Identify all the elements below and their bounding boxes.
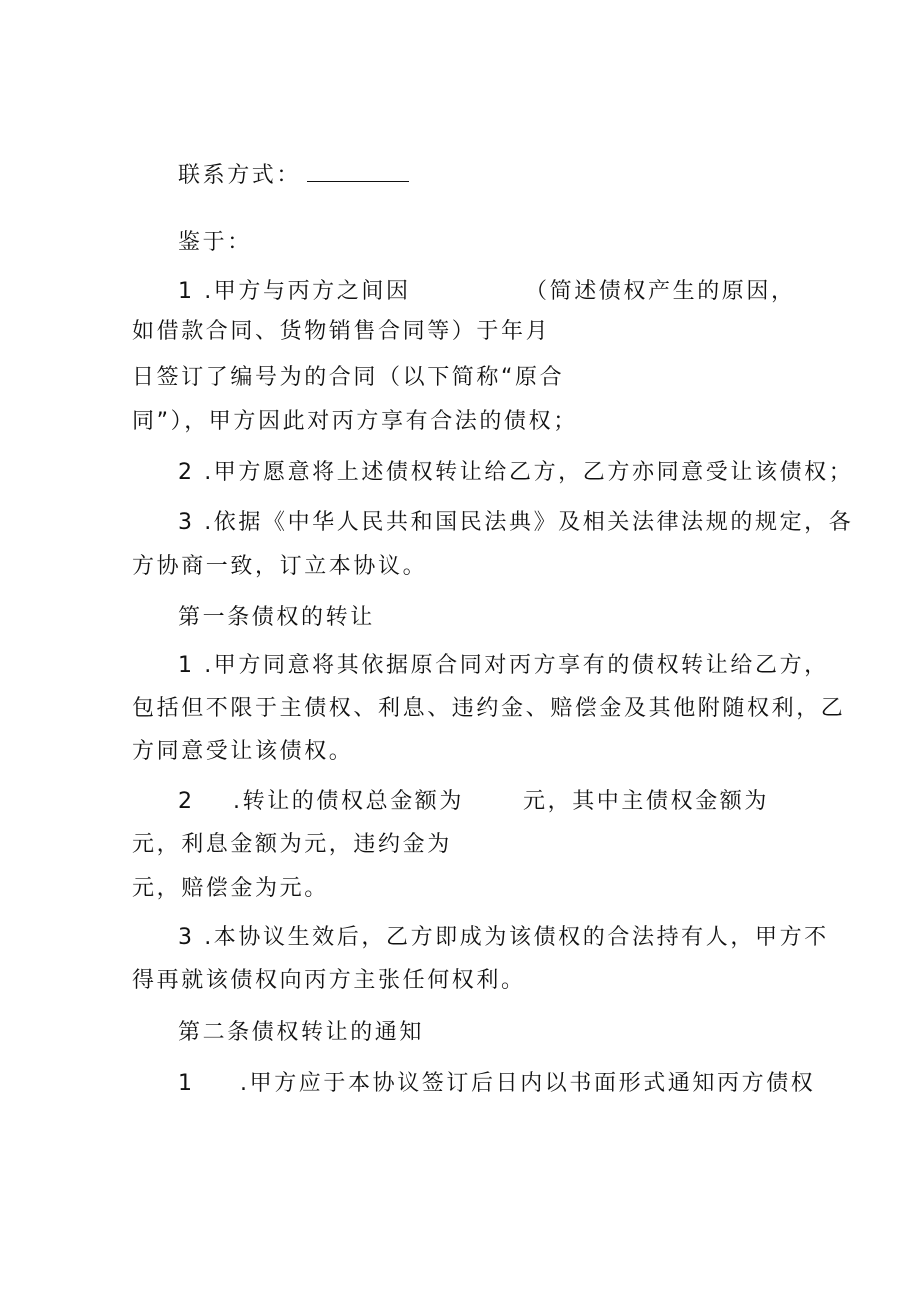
whereas-item3-line1: 3 .依据《中华人民共和国民法典》及相关法律法规的规定，各: [178, 510, 854, 535]
contact-blank-field: [307, 161, 409, 182]
whereas-item1-line1-a: 1 .甲方与丙方之间因: [178, 279, 411, 304]
whereas-item1-line3: 日签订了编号为的合同（以下简称“原合: [132, 365, 565, 390]
article1-clause3-line1: 3 .本协议生效后，乙方即成为该债权的合法持有人，甲方不: [178, 925, 829, 950]
contact-label: 联系方式：: [178, 163, 302, 188]
article2-clause1-text: .甲方应于本协议签订后日内以书面形式通知丙方债权: [240, 1071, 816, 1096]
article1-clause2-line2: 元，利息金额为元，违约金为: [132, 832, 452, 857]
article1-clause2-line1-a: .转让的债权总金额为: [233, 789, 464, 814]
article1-clause1-line3: 方同意受让该债权。: [132, 739, 354, 764]
article1-clause3-line2: 得再就该债权向丙方主张任何权利。: [132, 968, 526, 993]
article1-clause2-number: 2: [178, 789, 195, 814]
whereas-heading: 鉴于：: [178, 230, 252, 255]
whereas-item1-line2: 如借款合同、货物销售合同等）于年月: [132, 319, 551, 344]
article1-clause1-line1: 1 .甲方同意将其依据原合同对丙方享有的债权转让给乙方，: [178, 653, 829, 678]
whereas-item3-line2: 方协商一致，订立本协议。: [132, 554, 428, 579]
whereas-item1-line1-b: （简述债权产生的原因，: [525, 279, 796, 304]
whereas-item2: 2 .甲方愿意将上述债权转让给乙方，乙方亦同意受让该债权；: [178, 460, 854, 485]
article2-title: 第二条债权转让的通知: [178, 1020, 425, 1045]
article1-clause2-line1-b: 元，其中主债权金额为: [523, 789, 770, 814]
article2-clause1-number: 1: [178, 1071, 195, 1096]
contact-line: [178, 161, 409, 189]
article1-clause1-line2: 包括但不限于主债权、利息、违约金、赔偿金及其他附随权利，乙: [132, 696, 846, 721]
article1-title: 第一条债权的转让: [178, 605, 375, 630]
whereas-item1-line4: 同”），甲方因此对丙方享有合法的债权；: [132, 409, 578, 434]
article1-clause2-line3: 元，赔偿金为元。: [132, 876, 329, 901]
